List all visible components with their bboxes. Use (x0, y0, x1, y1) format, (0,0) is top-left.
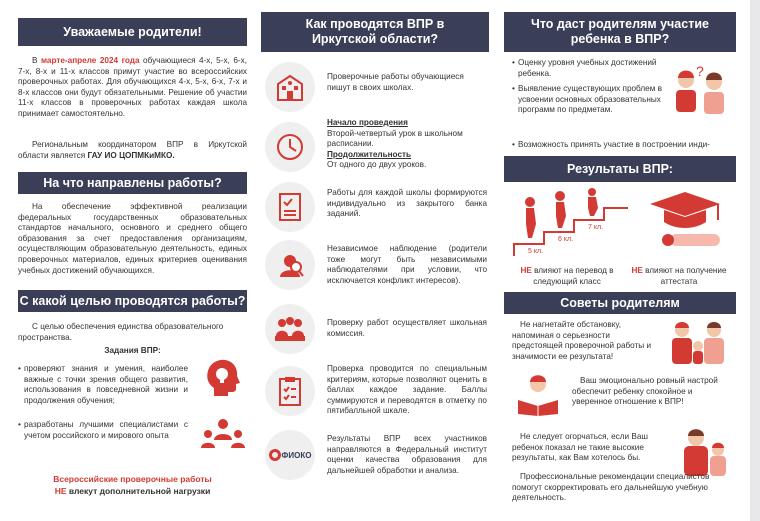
observer-icon (265, 240, 315, 290)
parent-child-icon (676, 426, 734, 478)
column-how (261, 0, 489, 521)
advice-4: Профессиональные рекомендации специалистов помогут скорректировать его дальнейшую учебную деятельность. (512, 472, 710, 503)
column-parents (18, 0, 247, 521)
task-bullet-1: • проверяют знания и умения, наиболее важные с точки зрения общего развития, использования в повседневной жизни и продолжения обучения; (18, 364, 188, 406)
result-certificate: НЕ влияют на получение аттестата (631, 266, 727, 286)
header-results: Результаты ВПР: (504, 156, 736, 182)
lightbulb-head-icon (200, 356, 244, 400)
header-benefits: Что даст родителям участие ребенка в ВПР? (504, 12, 736, 52)
reading-child-icon (512, 372, 566, 416)
aim-paragraph: На обеспечение эффективной реализации федеральных государственных образовательных стандартов начального, основного и среднего общего образования за счет предоставления организациям, осуществляющим образовательную деятельность, единых проверочных материалов, единых критериев оценивания учебных достижений обучающихся. (18, 202, 247, 275)
benefit-1: • Оценку уровня учебных достижений ребенка. (512, 58, 662, 79)
header-dear-parents-text: Уважаемые родители! (63, 24, 202, 39)
step-observation: Независимое наблюдение (родители тоже могут быть независимыми наблюдателями при условии, что исключается конфликт интересов). (327, 244, 487, 285)
task-bullet-2: • разработаны лучшими специалистами с учетом российского и мирового опыта (18, 420, 188, 441)
commission-icon (265, 304, 315, 354)
step-label-6: 6 кл. (558, 236, 574, 243)
result-transfer: НЕ влияют на перевод в следующий класс (520, 266, 614, 286)
intro-paragraph: В марте-апреле 2024 года обучающиеся 4-х, 5-х, 6-х, 7-х, 8-х и 11-х классов примут участие во всероссийских проверочных работах. Для обучающихся 4-х, 5-х, 6-х, 7-х и 8-х классов они будут обязательными. Решение об участии 11-х классов в проверочных работах каждая школа принимает самостоятельно. (18, 56, 247, 118)
date-highlight: марте-апреле 2024 года (40, 56, 140, 65)
experts-icon (200, 414, 246, 454)
step-label-5: 5 кл. (528, 248, 544, 255)
tasks-title: Задания ВПР: (104, 346, 161, 355)
step-label-7: 7 кл. (588, 224, 604, 231)
purpose-paragraph: С целью обеспечения единства образовательного пространства. (18, 322, 224, 342)
header-purpose: С какой целью проводятся работы? (18, 290, 247, 312)
step-timing: Начало проведения Второй-четвертый урок в школьном расписании. Продолжительность От одного до двух уроков. (327, 118, 463, 170)
header-advice: Советы родителям (504, 292, 736, 314)
step-criteria: Проверка проводится по специальным критериям, которые позволяют оценить в баллах каждое задание. Баллы суммируются и переводятся в отметку по пятибалльной шкале. (327, 364, 487, 416)
coordinator-paragraph: Региональным координатором ВПР в Иркутской области является ГАУ ИО ЦОПМКиМКО. (18, 140, 247, 160)
column-benefits (504, 0, 736, 521)
page-edge (750, 0, 760, 521)
parents-icon (664, 318, 734, 368)
step-commission: Проверку работ осуществляет школьная комиссия. (327, 318, 487, 338)
kids-icon (666, 64, 734, 122)
header-aim: На что направлены работы? (18, 172, 247, 194)
advice-2: Ваш эмоционально ровный настрой обеспечит ребенку спокойное и уверенное отношение к ВПР! (572, 376, 718, 407)
step-results: Результаты ВПР всех участников направляются в Федеральный институт оценки качества образования для дальнейшей обработки и анализа. (327, 434, 487, 475)
advice-1: Не нагнетайте обстановку, напоминая о серьезности предстоящей проверочной работы и значимости ее результата! (512, 320, 652, 361)
header-how: Как проводятся ВПР в Иркутской области? (261, 12, 489, 52)
advice-3: Не следует огорчаться, если Ваш ребенок показал не такие высокие результаты, как Вам хотелось бы. (512, 432, 648, 463)
svg-text:?: ? (696, 64, 704, 79)
steps-icon (512, 188, 630, 258)
benefit-3: • Возможность принять участие в построении инди- (512, 140, 734, 151)
step-schools: Проверочные работы обучающиеся пишут в своих школах. (327, 72, 464, 92)
school-icon (265, 62, 315, 112)
step-bank: Работы для каждой школы формируются индивидуально из закрытого банка заданий. (327, 188, 487, 219)
graduation-cap-icon (640, 188, 730, 258)
criteria-icon (265, 366, 315, 416)
checklist-icon (265, 182, 315, 232)
header-dear-parents (18, 18, 247, 46)
footer-line-1: Всероссийские проверочные работы (53, 474, 212, 484)
benefit-2: • Выявление существующих проблем в усвоении основных образовательных программ по предметам. (512, 84, 662, 116)
footer-line-2: НЕ влекут дополнительной нагрузки (54, 486, 211, 496)
fioko-logo: ФИОКО (265, 430, 315, 480)
clock-icon (265, 122, 315, 172)
